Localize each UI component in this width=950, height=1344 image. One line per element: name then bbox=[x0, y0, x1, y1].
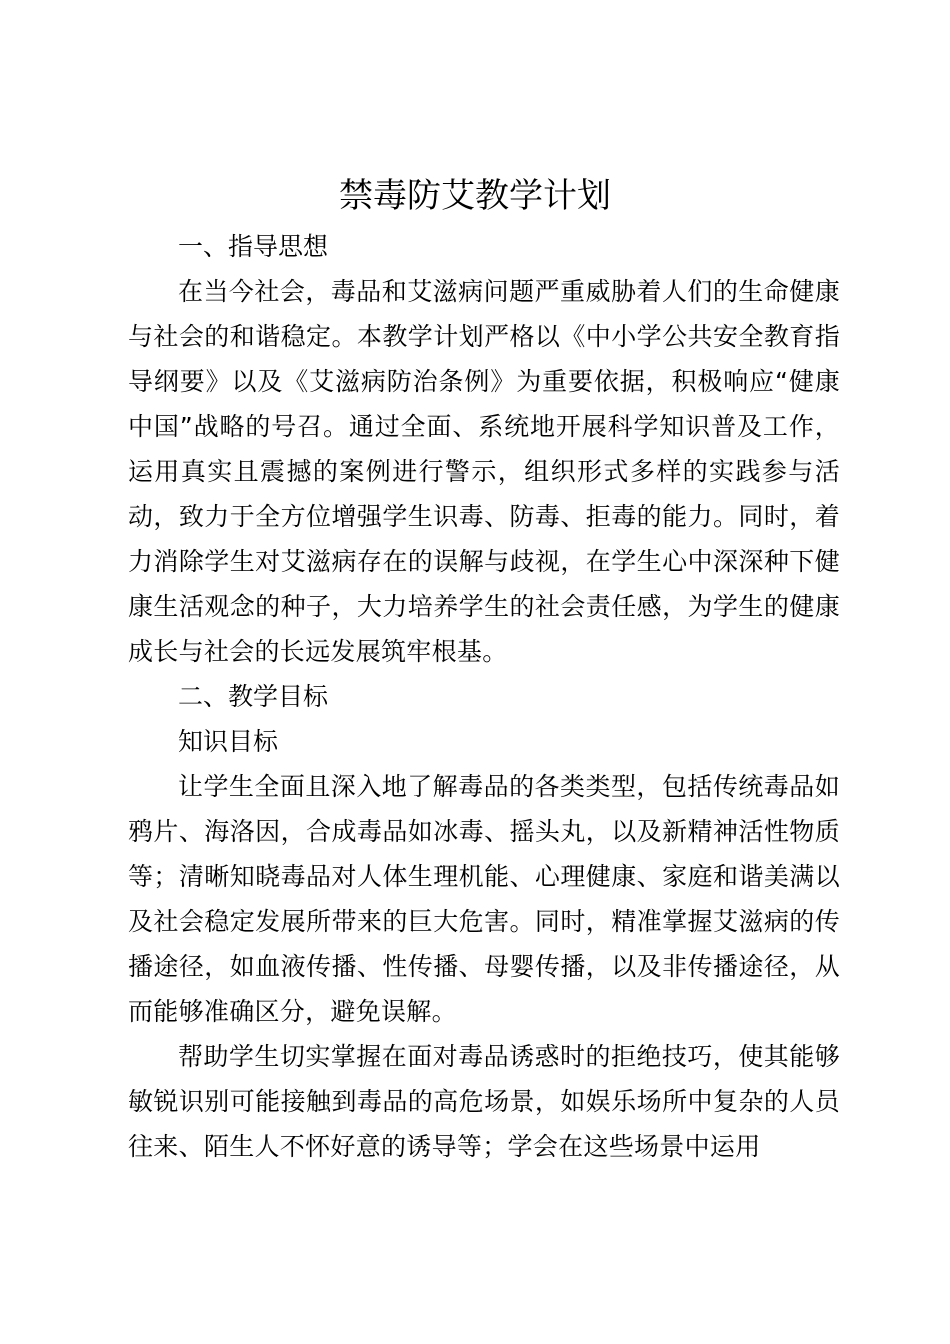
subheading-knowledge-goals: 知识目标 bbox=[178, 727, 279, 756]
document-title: 禁毒防艾教学计划 bbox=[339, 176, 611, 216]
paragraph-knowledge-goals: 让学生全面且深入地了解毒品的各类类型，包括传统毒品如鸦片、海洛因，合成毒品如冰毒、摇头丸，以及新精神活性物质等；清晰知晓毒品对人体生理机能、心理健康、家庭和谐美满以及社会稳定发展所带来的巨大危害。同时，精准掌握艾滋病的传播途径，如血液传播、性传播、母婴传播，以及非传播途径，从而能够准确区分，避免误解。 bbox=[128, 772, 840, 1026]
section-heading-guiding-thought: 一、指导思想 bbox=[178, 232, 329, 261]
paragraph-guiding-thought: 在当今社会，毒品和艾滋病问题严重威胁着人们的生命健康与社会的和谐稳定。本教学计划严格以《中小学公共安全教育指导纲要》以及《艾滋病防治条例》为重要依据，积极响应“健康中国”战略的号召。通过全面、系统地开展科学知识普及工作，运用真实且震撼的案例进行警示，组织形式多样的实践参与活动，致力于全方位增强学生识毒、防毒、拒毒的能力。同时，着力消除学生对艾滋病存在的误解与歧视，在学生心中深深种下健康生活观念的种子，大力培养学生的社会责任感，为学生的健康成长与社会的长远发展筑牢根基。 bbox=[128, 277, 840, 666]
paragraph-refusal-skills: 帮助学生切实掌握在面对毒品诱惑时的拒绝技巧，使其能够敏锐识别可能接触到毒品的高危场景，如娱乐场所中复杂的人员往来、陌生人不怀好意的诱导等；学会在这些场景中运用 bbox=[128, 1042, 840, 1161]
section-heading-teaching-goals: 二、教学目标 bbox=[178, 682, 329, 711]
document-body bbox=[128, 224, 840, 1169]
